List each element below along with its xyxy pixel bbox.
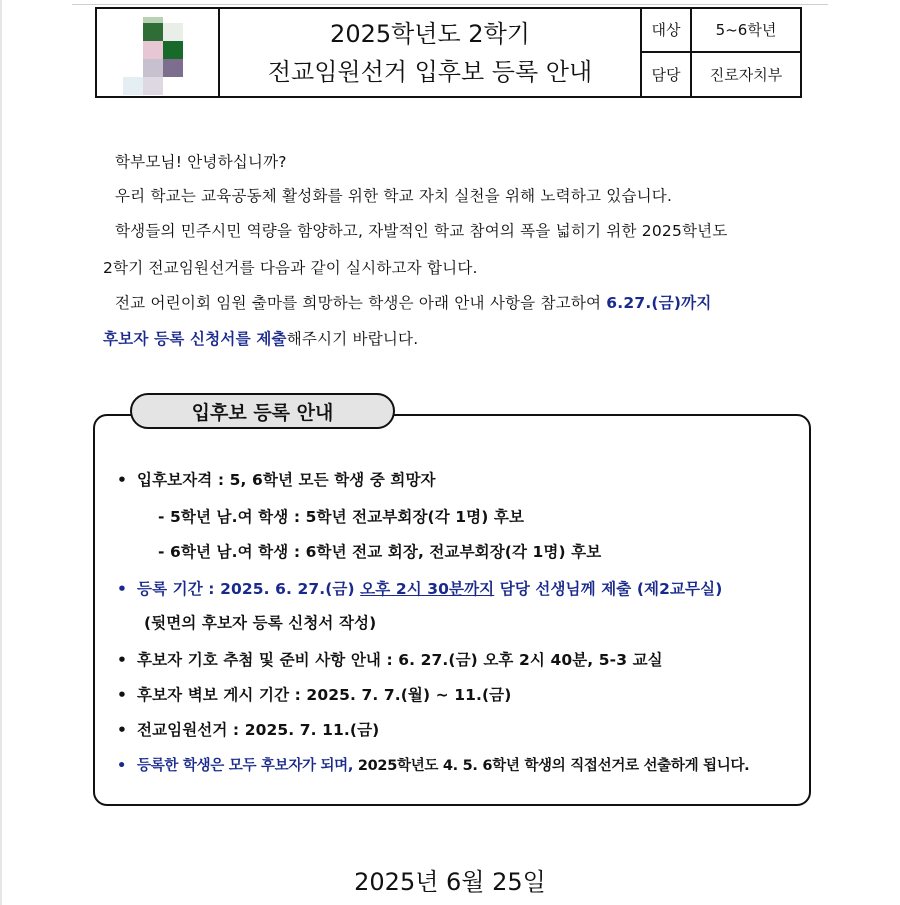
document-title bbox=[220, 9, 642, 96]
page-edge bbox=[0, 0, 2, 905]
submit-highlight: 후보자 등록 신청서를 제출 bbox=[103, 330, 287, 348]
page-top-border bbox=[72, 4, 828, 5]
qualification-sub-5th: - 5학년 남.여 학생 : 5학년 전교부회장(각 1명) 후보 bbox=[158, 508, 525, 526]
poster-item bbox=[117, 683, 511, 705]
greeting: 학부모님! 안녕하십니까? bbox=[115, 153, 287, 171]
bullet: • bbox=[117, 686, 128, 704]
intro-closing: 해주시기 바랍니다. bbox=[286, 330, 419, 348]
target-label: 대상 bbox=[642, 9, 692, 53]
period-note: (뒷면의 후보자 등록 신청서 작성) bbox=[144, 614, 377, 632]
title-line-2: 전교임원선거 입후보 등록 안내 bbox=[267, 57, 593, 86]
period-deadline-time: 오후 2시 30분까지 bbox=[360, 580, 495, 598]
bullet: • bbox=[117, 758, 126, 774]
charge-value: 진로자치부 bbox=[709, 65, 783, 84]
election-item bbox=[117, 718, 379, 740]
final-highlight: 등록한 학생은 모두 후보자가 되며, bbox=[137, 758, 354, 774]
charge-label: 담당 bbox=[642, 53, 692, 97]
period-text: 등록 기간 : 2025. 6. 27.(금) bbox=[137, 580, 361, 598]
title-line-1: 2025학년도 2학기 bbox=[330, 19, 530, 48]
final-item bbox=[117, 754, 749, 775]
draw-item bbox=[117, 648, 663, 670]
intro-text: 전교 어린이회 임원 출마를 희망하는 학생은 아래 안내 사항을 참고하여 bbox=[115, 294, 607, 312]
poster-text: 후보자 벽보 게시 기간 : 2025. 7. 7.(월) ~ 11.(금) bbox=[137, 686, 512, 704]
qualification-text: 입후보자격 : 5, 6학년 모든 학생 중 희망자 bbox=[137, 471, 436, 489]
header-table bbox=[95, 7, 802, 98]
period-submit: 담당 선생님께 제출 (제2교무실) bbox=[494, 580, 723, 598]
document-date: 2025년 6월 25일 bbox=[354, 868, 546, 896]
intro-paragraph-2b: 2학기 전교임원선거를 다음과 같이 실시하고자 합니다. bbox=[103, 259, 478, 277]
meta-table bbox=[642, 9, 800, 96]
bullet: • bbox=[117, 471, 128, 489]
intro-paragraph-3b bbox=[103, 327, 803, 349]
period-item bbox=[117, 577, 722, 599]
bullet: • bbox=[117, 651, 128, 669]
deadline-highlight: 6.27.(금)까지 bbox=[606, 294, 712, 312]
election-text: 전교임원선거 : 2025. 7. 11.(금) bbox=[137, 721, 380, 739]
draw-text: 후보자 기호 추첨 및 준비 사항 안내 : 6. 27.(금) 오후 2시 40분, 5-3 교실 bbox=[137, 651, 663, 669]
intro-paragraph-1: 우리 학교는 교육공동체 활성화를 위한 학교 자치 실천을 위해 노력하고 있습니다. bbox=[115, 187, 673, 205]
target-value: 5~6학년 bbox=[692, 9, 800, 53]
qualification-sub-6th: - 6학년 남.여 학생 : 6학년 전교 회장, 전교부회장(각 1명) 후보 bbox=[158, 543, 602, 561]
bullet: • bbox=[117, 580, 128, 598]
intro-paragraph-3a bbox=[115, 291, 815, 313]
bullet: • bbox=[117, 721, 128, 739]
qualification-item bbox=[117, 468, 436, 490]
final-text: 2025학년도 4. 5. 6학년 학생의 직접선거로 선출하게 됩니다. bbox=[353, 758, 750, 774]
school-logo-blurred bbox=[97, 9, 220, 96]
intro-paragraph-2a: 학생들의 민주시민 역량을 함양하고, 자발적인 학교 참여의 폭을 넓히기 위한 2025학년도 bbox=[115, 222, 728, 240]
section-title: 입후보 등록 안내 bbox=[130, 393, 395, 429]
